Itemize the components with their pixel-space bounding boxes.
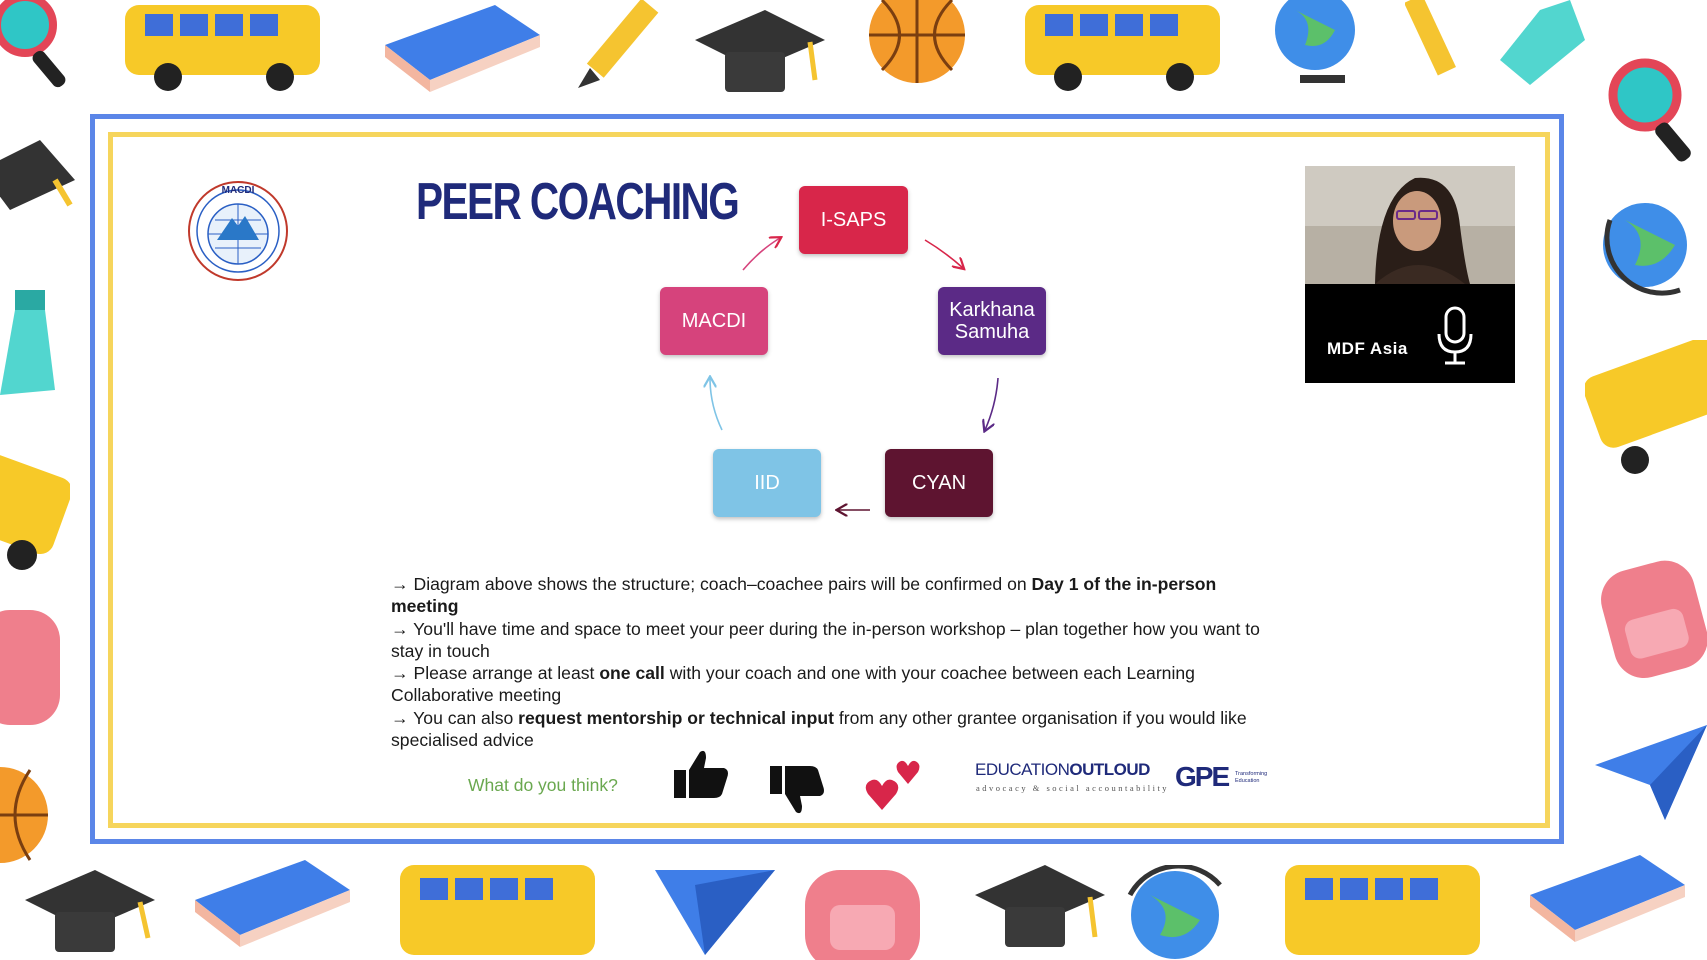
svg-text:MACDI: MACDI [221,185,255,196]
microphone-icon [1435,306,1475,368]
person-icon [1305,166,1515,284]
node-macdi-label: MACDI [681,310,747,332]
node-karkhana-label-line1: Karkhana [949,299,1035,321]
bullet-item: → You can also request mentorship or technical input from any other grantee organisation if you would like specialised advice [391,707,1247,751]
thumbs-down-icon [768,764,828,816]
bullet-item: → Diagram above shows the structure; coach–coachee pairs will be confirmed on Day 1 of the in-person meeting [391,574,1217,617]
thumbs-up-icon [672,748,732,800]
arrow-karkhana-to-cyan [985,378,998,430]
bullet-item: → Please arrange at least one call with your coach and one with your coachee between each Learning Collaborative meeting [391,663,1195,706]
participant-name: MDF Asia [1327,339,1408,358]
arrow-iid-to-macdi [710,378,722,430]
node-iid-label: IID [754,472,780,494]
arrow-macdi-to-isaps [743,238,780,270]
node-isaps-label: I-SAPS [820,209,887,231]
bullet-item: → You'll have time and space to meet your peer during the in-person workshop – plan together how you want to stay in touch [391,618,1260,661]
bullet-list [391,573,1271,751]
node-cyan-label: CYAN [911,472,967,494]
participant-video-feed [1305,166,1515,284]
hearts-icon [864,756,924,812]
slide-title: PEER COACHING [416,173,739,231]
arrow-isaps-to-karkhana [925,240,963,268]
feedback-prompt: What do you think? [468,775,618,795]
participant-video-tile[interactable] [1305,166,1515,383]
node-karkhana-label-line2: Samuha [954,321,1030,343]
